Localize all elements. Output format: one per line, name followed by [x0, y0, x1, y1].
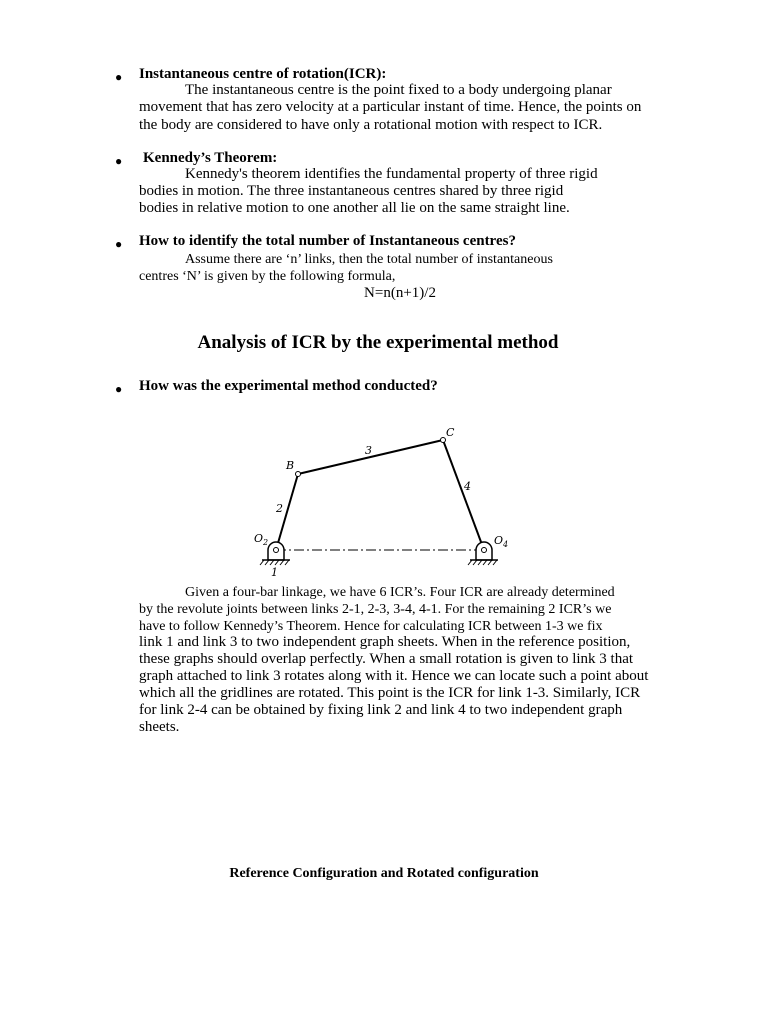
page-title: Analysis of ICR by the experimental method	[197, 332, 559, 353]
section-heading-kennedy: Kennedy’s Theorem:	[143, 150, 278, 166]
paragraph-line: Given a four-bar linkage, we have 6 ICR’s. Four ICR are already determined	[185, 585, 615, 600]
paragraph-line: link 1 and link 3 to two independent graph sheets. When in the reference position,	[139, 634, 631, 650]
label-link-3: 3	[365, 444, 372, 457]
paragraph-line: which all the gridlines are rotated. This point is the ICR for link 1-3. Similarly, ICR	[139, 685, 641, 701]
section-heading-icr: Instantaneous centre of rotation(ICR):	[139, 66, 387, 82]
bullet-dot: ●	[115, 70, 123, 84]
label-link-4: 4	[464, 480, 471, 493]
body-line: Kennedy's theorem identifies the fundamental property of three rigid	[185, 166, 598, 182]
paragraph-line: for link 2-4 can be obtained by fixing link 2 and link 4 to two independent graph	[139, 702, 623, 718]
bullet-dot: ●	[115, 237, 123, 251]
label-b: B	[286, 459, 295, 472]
body-line: bodies in motion. The three instantaneous centres shared by three rigid	[139, 183, 564, 199]
body-line: Assume there are ‘n’ links, then the total number of instantaneous	[185, 252, 553, 267]
bullet-dot: ●	[115, 154, 123, 168]
body-line: movement that has zero velocity at a particular instant of time. Hence, the points on	[139, 99, 642, 115]
body-line: centres ‘N’ is given by the following formula,	[139, 269, 396, 284]
body-line: the body are considered to have only a rotational motion with respect to ICR.	[139, 117, 603, 133]
body-line: The instantaneous centre is the point fixed to a body undergoing planar	[185, 82, 612, 98]
question-heading: How was the experimental method conducted?	[139, 378, 438, 394]
paragraph-line: these graphs should overlap perfectly. When a small rotation is given to link 3 that	[139, 651, 634, 667]
label-o2: $O_2$	[254, 532, 269, 547]
joint-b	[296, 472, 301, 477]
paragraph-line: sheets.	[139, 719, 180, 735]
label-c: C	[446, 426, 455, 439]
section-heading-count: How to identify the total number of Instantaneous centres?	[139, 233, 516, 249]
label-link-2: 2	[276, 502, 283, 515]
body-line: bodies in relative motion to one another all lie on the same straight line.	[139, 200, 570, 216]
paragraph-line: graph attached to link 3 rotates along with it. Hence we can locate such a point about	[139, 668, 649, 684]
label-link-1: 1	[271, 566, 278, 579]
bullet-dot: ●	[115, 382, 123, 396]
link-4	[443, 440, 484, 550]
paragraph-line: have to follow Kennedy’s Theorem. Hence for calculating ICR between 1-3 we fix	[139, 619, 603, 634]
label-o4: $O_4$	[494, 534, 509, 549]
paragraph-line: by the revolute joints between links 2-1, 2-3, 3-4, 4-1. For the remaining 2 ICR’s we	[139, 602, 612, 617]
joint-c	[441, 438, 446, 443]
formula: N=n(n+1)/2	[364, 285, 436, 301]
figure-caption: Reference Configuration and Rotated configuration	[229, 866, 539, 881]
four-bar-linkage-diagram	[240, 420, 520, 580]
